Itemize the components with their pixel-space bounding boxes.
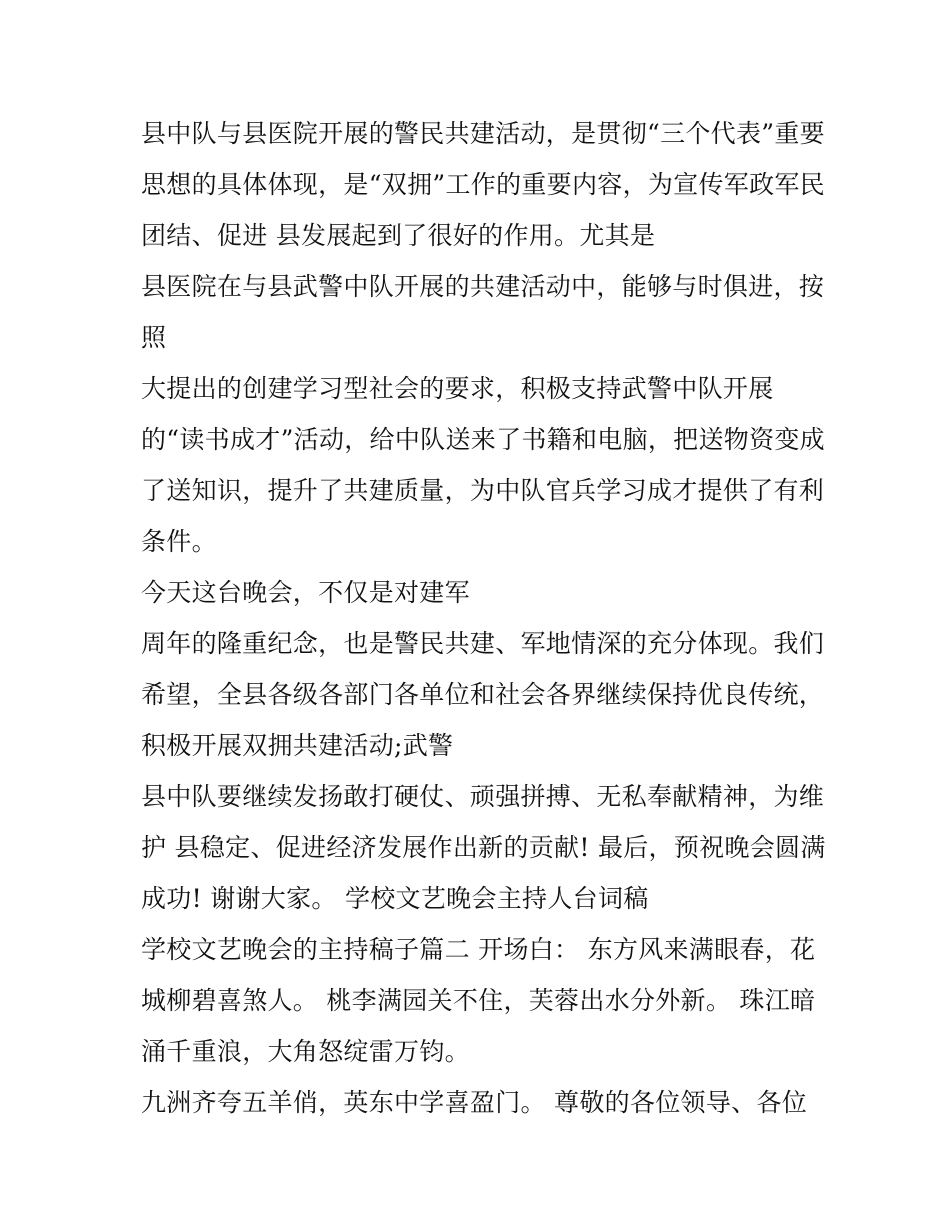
text-line: 县中队与县医院开展的警民共建活动，是贯彻“三个代表”重要 bbox=[141, 119, 825, 148]
text-line: 条件。 bbox=[141, 527, 217, 556]
text-line: 积极开展双拥共建活动;武警 bbox=[141, 731, 454, 760]
text-line: 涌千重浪，大角怒绽雷万钧。 bbox=[141, 1037, 470, 1066]
body-text bbox=[141, 108, 841, 1128]
text-line: 护 县稳定、促进经济发展作出新的贡献! 最后，预祝晚会圆满 bbox=[141, 833, 826, 862]
text-line: 成功! 谢谢大家。 学校文艺晚会主持人台词稿 bbox=[141, 884, 649, 913]
text-line: 县中队要继续发扬敢打硬仗、顽强拼搏、无私奉献精神，为维 bbox=[141, 782, 825, 811]
text-line: 团结、促进 县发展起到了很好的作用。尤其是 bbox=[141, 221, 656, 250]
text-line: 大提出的创建学习型社会的要求，积极支持武警中队开展 bbox=[141, 374, 774, 403]
text-line: 县医院在与县武警中队开展的共建活动中，能够与时俱进，按 bbox=[141, 272, 825, 301]
text-line: 照 bbox=[141, 323, 167, 352]
text-line: 今天这台晚会，不仅是对建军 bbox=[141, 578, 470, 607]
text-line: 希望，全县各级各部门各单位和社会各界继续保持优良传统， bbox=[141, 680, 825, 709]
text-line: 的“读书成才”活动，给中队送来了书籍和电脑，把送物资变成 bbox=[141, 425, 825, 454]
text-line: 了送知识，提升了共建质量，为中队官兵学习成才提供了有利 bbox=[141, 476, 825, 505]
text-line: 周年的隆重纪念，也是警民共建、军地情深的充分体现。我们 bbox=[141, 629, 825, 658]
text-line: 思想的具体体现，是“双拥”工作的重要内容，为宣传军政军民 bbox=[141, 170, 825, 199]
text-line: 九洲齐夸五羊俏，英东中学喜盈门。 尊敬的各位领导、各位 bbox=[141, 1088, 808, 1117]
text-line: 学校文艺晚会的主持稿子篇二 开场白： 东方风来满眼春，花 bbox=[141, 935, 816, 964]
text-line: 城柳碧喜煞人。 桃李满园关不住，芙蓉出水分外新。 珠江暗 bbox=[141, 986, 816, 1015]
